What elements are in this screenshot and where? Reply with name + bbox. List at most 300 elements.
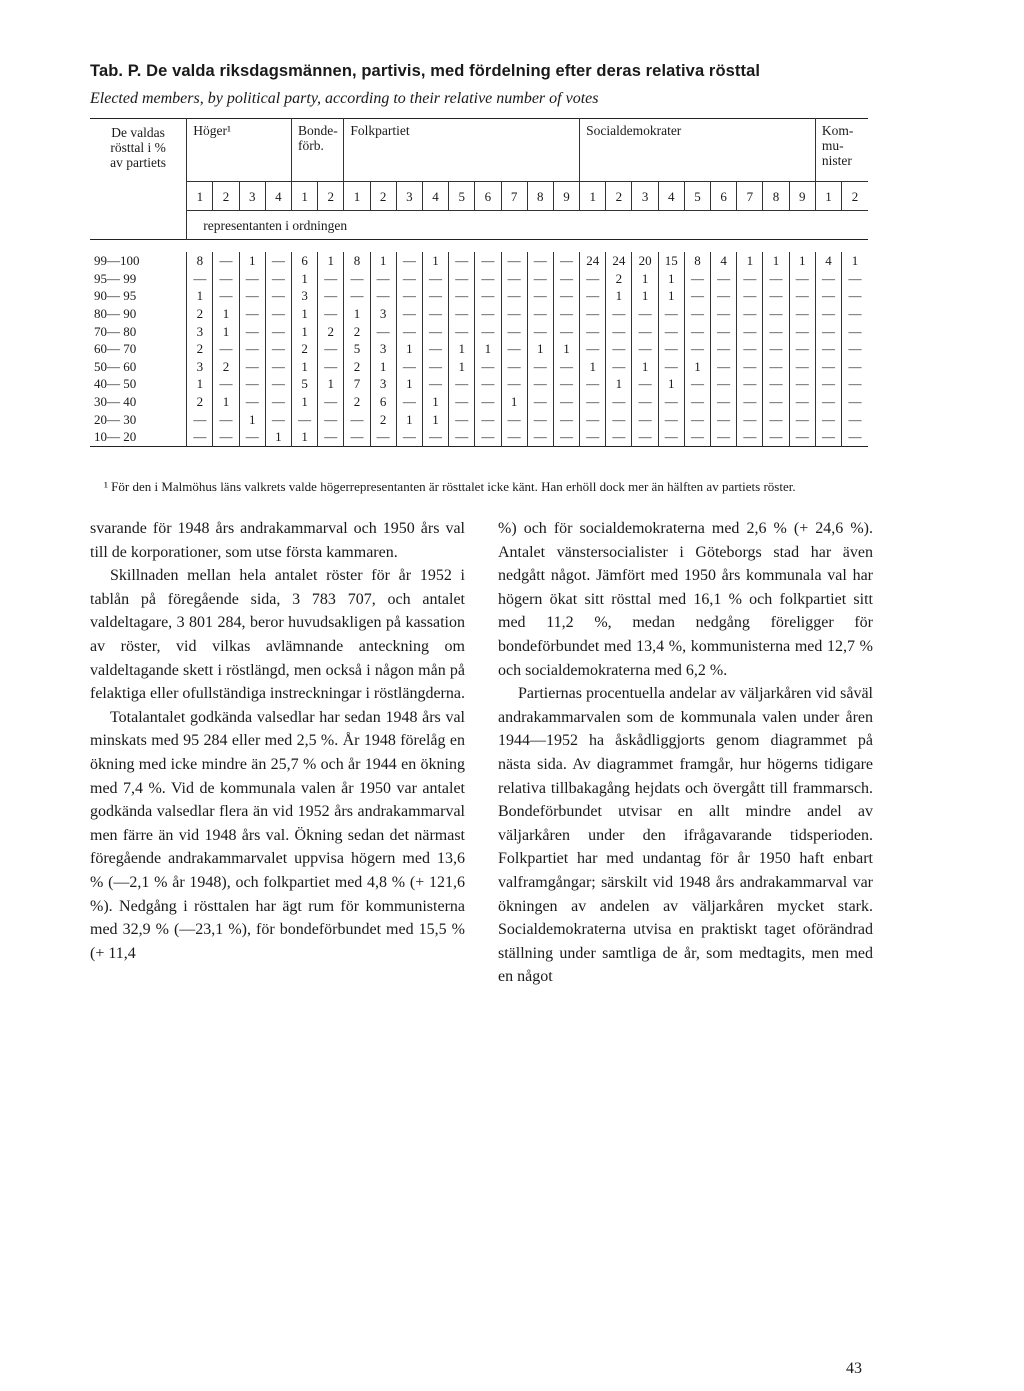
range-cell: 90— 95 <box>94 288 137 304</box>
value-cell: — <box>632 322 658 340</box>
value-cell: — <box>815 270 841 288</box>
paragraph: Partiernas procentuella andelar av väljarkåren vid såväl andrakammarvalen som de kommunala valen under åren 1944—1952 ha åskådliggjorts genom diagrammet på nästa sida. Av diagrammet framgår, hur högerns tidigare relativa tillbakagång hejdats och övergått till frammarsch. Bondeförbundet utvisar en allt mindre andel av väljarkåren under den ifrågavarande tidsperioden. Folkpartiet har med undantag för år 1950 haft enbart valframgångar; särskilt vid 1948 års andrakammarval var ökningen av andelen av väljarkåren mycket stark. Socialdemokraterna utvisa en praktiskt taget oförändrad ställning under samtliga de år, som medtagits, men med en något <box>498 685 873 986</box>
value-cell: 1 <box>449 340 475 358</box>
value-cell: — <box>318 428 344 446</box>
rank-number-cell: 3 <box>396 182 422 211</box>
paragraph: Skillnaden mellan hela antalet röster för år 1952 i tablån på föregående sida, 3 783 707, och antalet valdeltagare, 3 801 284, beror huvudsakligen på kassation av röster, vid vilkas avlämnande anteckning om valdeltagande skett i röstlängd, men också i någon mån på felaktiga eller ofullständiga instreckningar i röstlängderna. <box>90 567 465 703</box>
value-cell: 3 <box>187 358 213 376</box>
rank-number-cell: 1 <box>580 182 606 211</box>
footnote: ¹ För den i Malmöhus läns valkrets valde högerrepresentanten är rösttalet icke känt. Han erhöll dock mer än hälften av partiets röster. <box>104 479 796 494</box>
value-cell: — <box>187 270 213 288</box>
value-cell: — <box>527 287 553 305</box>
value-cell: — <box>684 322 710 340</box>
value-cell: — <box>422 428 448 446</box>
range-cell: 70— 80 <box>94 323 137 339</box>
group-hoger: Höger¹ <box>187 119 292 182</box>
value-cell: — <box>501 322 527 340</box>
value-cell: — <box>527 410 553 428</box>
spacer-cell <box>90 240 868 253</box>
value-cell: — <box>737 358 763 376</box>
rank-number-cell: 9 <box>789 182 815 211</box>
value-cell: — <box>711 393 737 411</box>
value-cell: — <box>239 358 265 376</box>
value-cell: — <box>684 340 710 358</box>
value-cell: — <box>632 393 658 411</box>
value-cell: 1 <box>239 410 265 428</box>
value-cell: — <box>265 305 291 323</box>
value-cell: 2 <box>318 322 344 340</box>
value-cell: — <box>658 322 684 340</box>
value-cell: — <box>475 410 501 428</box>
value-cell: — <box>658 410 684 428</box>
value-cell: 1 <box>658 375 684 393</box>
value-cell: — <box>580 428 606 446</box>
value-cell: — <box>187 410 213 428</box>
value-cell: — <box>815 322 841 340</box>
value-cell: 1 <box>292 393 318 411</box>
value-cell: — <box>789 393 815 411</box>
value-cell: — <box>842 287 868 305</box>
value-cell: — <box>789 428 815 446</box>
value-cell: 1 <box>370 252 396 270</box>
value-cell: — <box>213 340 239 358</box>
value-cell: 1 <box>213 393 239 411</box>
value-cell: — <box>527 322 553 340</box>
value-cell: — <box>711 358 737 376</box>
value-cell: — <box>396 393 422 411</box>
value-cell: 1 <box>658 287 684 305</box>
table-row <box>90 322 868 340</box>
value-cell: — <box>422 270 448 288</box>
value-cell: 1 <box>265 428 291 446</box>
group-kom-line: nister <box>821 153 852 168</box>
range-cell: 95— 99 <box>94 270 137 286</box>
value-cell: — <box>606 428 632 446</box>
value-cell: — <box>658 340 684 358</box>
value-cell: — <box>553 393 579 411</box>
value-cell: — <box>842 410 868 428</box>
value-cell: 1 <box>213 305 239 323</box>
stub-header-line: rösttal i % <box>110 140 166 155</box>
value-cell: — <box>842 340 868 358</box>
value-cell: 1 <box>292 428 318 446</box>
value-cell: — <box>527 270 553 288</box>
paragraph: %) och för socialdemokraterna med 2,6 % (+ 24,6 %). Antalet vänstersocialister i Göteborgs stad har även nedgått något. Jämfört med 1950 års kommunala val har högern ökat sitt rösttal med 16,1 % och folkpartiet sitt med 11,2 %, medan nedgång föreligger för bondeförbundet med 13,4 %, kommunisterna med 12,7 % och socialdemokraterna med 6,2 %. <box>498 520 873 679</box>
value-cell: — <box>265 375 291 393</box>
value-cell: — <box>580 410 606 428</box>
value-cell: — <box>580 340 606 358</box>
value-cell: — <box>396 252 422 270</box>
value-cell: — <box>737 375 763 393</box>
value-cell: 1 <box>632 270 658 288</box>
value-cell: — <box>580 270 606 288</box>
rank-number-cell: 1 <box>344 182 370 211</box>
value-cell: — <box>711 322 737 340</box>
value-cell: — <box>763 428 789 446</box>
value-cell: — <box>527 375 553 393</box>
value-cell: — <box>265 410 291 428</box>
value-cell: — <box>475 393 501 411</box>
value-cell: — <box>213 252 239 270</box>
value-cell: 8 <box>344 252 370 270</box>
value-cell: — <box>815 287 841 305</box>
value-cell: — <box>318 287 344 305</box>
rank-number-cell: 4 <box>422 182 448 211</box>
value-cell: — <box>449 428 475 446</box>
value-cell: 4 <box>815 252 841 270</box>
value-cell: — <box>553 322 579 340</box>
value-cell: — <box>632 340 658 358</box>
value-cell: — <box>422 358 448 376</box>
value-cell: — <box>422 340 448 358</box>
value-cell: 1 <box>606 375 632 393</box>
rank-number-cell: 2 <box>842 182 868 211</box>
rank-number-cell: 4 <box>658 182 684 211</box>
value-cell: — <box>580 375 606 393</box>
range-cell: 60— 70 <box>94 341 137 357</box>
value-cell: 2 <box>344 322 370 340</box>
value-cell: 1 <box>737 252 763 270</box>
value-cell: 2 <box>370 410 396 428</box>
value-cell: — <box>422 375 448 393</box>
value-cell: — <box>711 305 737 323</box>
value-cell: — <box>711 287 737 305</box>
value-cell: — <box>449 375 475 393</box>
value-cell: — <box>318 340 344 358</box>
value-cell: — <box>684 428 710 446</box>
value-cell: 1 <box>842 252 868 270</box>
value-cell: 20 <box>632 252 658 270</box>
group-folkpartiet: Folkpartiet <box>344 119 580 182</box>
value-cell: — <box>684 410 710 428</box>
value-cell: 1 <box>475 340 501 358</box>
value-cell: 4 <box>711 252 737 270</box>
paragraph: svarande för 1948 års andrakammarval och 1950 års val till de korporationer, som utse första kammaren. <box>90 520 465 561</box>
value-cell: — <box>553 305 579 323</box>
value-cell: — <box>684 287 710 305</box>
value-cell: — <box>370 428 396 446</box>
value-cell: 1 <box>632 287 658 305</box>
rank-number-cell: 2 <box>213 182 239 211</box>
rank-number-cell: 5 <box>449 182 475 211</box>
value-cell: — <box>842 375 868 393</box>
value-cell: — <box>815 358 841 376</box>
range-cell: 40— 50 <box>94 376 137 392</box>
value-cell: 24 <box>606 252 632 270</box>
stub-header-line: av partiets <box>110 155 167 170</box>
value-cell: — <box>737 428 763 446</box>
value-cell: — <box>711 375 737 393</box>
value-cell: — <box>763 393 789 411</box>
value-cell: — <box>422 287 448 305</box>
value-cell: 3 <box>292 287 318 305</box>
value-cell: 7 <box>344 375 370 393</box>
value-cell: 3 <box>370 305 396 323</box>
value-cell: 3 <box>370 340 396 358</box>
value-cell: — <box>763 340 789 358</box>
value-cell: — <box>711 410 737 428</box>
value-cell: — <box>606 305 632 323</box>
rank-number-cell: 9 <box>553 182 579 211</box>
value-cell: — <box>815 305 841 323</box>
value-cell: — <box>737 340 763 358</box>
value-cell: — <box>632 410 658 428</box>
range-cell: 80— 90 <box>94 306 137 322</box>
value-cell: — <box>789 340 815 358</box>
group-header-row <box>90 119 868 182</box>
value-cell: — <box>501 428 527 446</box>
value-cell: — <box>632 375 658 393</box>
value-cell: 2 <box>213 358 239 376</box>
value-cell: 1 <box>396 375 422 393</box>
value-cell: 2 <box>606 270 632 288</box>
rank-number-cell: 2 <box>318 182 344 211</box>
value-cell: 1 <box>396 340 422 358</box>
rank-number-cell: 3 <box>239 182 265 211</box>
value-cell: — <box>501 252 527 270</box>
value-cell: 1 <box>606 287 632 305</box>
stats-table <box>90 118 868 447</box>
rank-number-row <box>90 182 868 211</box>
value-cell: — <box>684 270 710 288</box>
stats-table-wrapper <box>90 118 868 447</box>
value-cell: — <box>449 270 475 288</box>
value-cell: 1 <box>239 252 265 270</box>
table-row <box>90 305 868 323</box>
value-cell: — <box>265 358 291 376</box>
value-cell: — <box>396 270 422 288</box>
value-cell: — <box>737 322 763 340</box>
table-row <box>90 252 868 270</box>
value-cell: — <box>527 428 553 446</box>
value-cell: — <box>239 287 265 305</box>
value-cell: — <box>370 322 396 340</box>
value-cell: — <box>265 252 291 270</box>
value-cell: — <box>684 375 710 393</box>
value-cell: 1 <box>292 305 318 323</box>
value-cell: — <box>763 322 789 340</box>
value-cell: — <box>265 322 291 340</box>
value-cell: 1 <box>763 252 789 270</box>
value-cell: — <box>318 305 344 323</box>
value-cell: — <box>553 270 579 288</box>
value-cell: — <box>553 410 579 428</box>
value-cell: 1 <box>789 252 815 270</box>
value-cell: — <box>449 410 475 428</box>
range-cell: 50— 60 <box>94 358 137 374</box>
value-cell: — <box>658 393 684 411</box>
value-cell: — <box>501 305 527 323</box>
value-cell: — <box>763 375 789 393</box>
value-cell: 1 <box>501 393 527 411</box>
value-cell: — <box>553 428 579 446</box>
group-kom-line: mu- <box>821 138 844 153</box>
rank-number-cell: 1 <box>815 182 841 211</box>
value-cell: — <box>265 270 291 288</box>
value-cell: — <box>292 410 318 428</box>
value-cell: — <box>475 358 501 376</box>
value-cell: — <box>553 252 579 270</box>
value-cell: — <box>213 270 239 288</box>
value-cell: — <box>239 270 265 288</box>
value-cell: — <box>396 322 422 340</box>
group-kommunister <box>815 119 868 182</box>
value-cell: 2 <box>187 393 213 411</box>
table-row <box>90 375 868 393</box>
value-cell: 8 <box>684 252 710 270</box>
range-cell: 30— 40 <box>94 394 137 410</box>
value-cell: 6 <box>370 393 396 411</box>
value-cell: — <box>815 428 841 446</box>
value-cell: — <box>737 287 763 305</box>
value-cell: — <box>475 428 501 446</box>
rank-number-cell: 6 <box>475 182 501 211</box>
right-text-column <box>498 517 873 989</box>
page-number: 43 <box>846 1360 862 1377</box>
rank-number-cell: 5 <box>684 182 710 211</box>
value-cell: — <box>265 393 291 411</box>
value-cell: 1 <box>449 358 475 376</box>
value-cell: — <box>789 270 815 288</box>
value-cell: — <box>239 393 265 411</box>
value-cell: — <box>842 393 868 411</box>
value-cell: — <box>789 305 815 323</box>
table-row <box>90 340 868 358</box>
value-cell: — <box>789 375 815 393</box>
rank-number-cell: 8 <box>763 182 789 211</box>
value-cell: 5 <box>344 340 370 358</box>
value-cell: — <box>344 410 370 428</box>
rank-number-cell: 3 <box>632 182 658 211</box>
value-cell: 1 <box>632 358 658 376</box>
value-cell: 3 <box>370 375 396 393</box>
table-title: Tab. P. De valda riksdagsmännen, partivis, med fördelning efter deras relativa rösttal <box>90 62 761 80</box>
rank-number-cell: 1 <box>292 182 318 211</box>
rank-number-cell: 7 <box>501 182 527 211</box>
group-bonde-line: Bonde- <box>298 123 338 138</box>
range-cell: 20— 30 <box>94 411 137 427</box>
value-cell: — <box>187 428 213 446</box>
value-cell: — <box>580 322 606 340</box>
value-cell: — <box>501 358 527 376</box>
rank-number-cell: 2 <box>370 182 396 211</box>
value-cell: — <box>527 305 553 323</box>
value-cell: — <box>632 305 658 323</box>
value-cell: 5 <box>292 375 318 393</box>
value-cell: — <box>789 358 815 376</box>
value-cell: 15 <box>658 252 684 270</box>
value-cell: — <box>318 358 344 376</box>
rank-number-cell: 6 <box>711 182 737 211</box>
range-cell: 10— 20 <box>94 429 137 445</box>
value-cell: — <box>213 428 239 446</box>
value-cell: 1 <box>422 410 448 428</box>
group-bonde-line: förb. <box>298 138 324 153</box>
value-cell: 1 <box>292 322 318 340</box>
value-cell: — <box>737 393 763 411</box>
value-cell: — <box>606 393 632 411</box>
value-cell: — <box>606 410 632 428</box>
value-cell: — <box>527 252 553 270</box>
value-cell: — <box>684 393 710 411</box>
value-cell: — <box>475 270 501 288</box>
value-cell: 1 <box>318 375 344 393</box>
value-cell: — <box>606 340 632 358</box>
range-cell: 99—100 <box>94 253 140 269</box>
value-cell: — <box>763 305 789 323</box>
rank-number-cell: 1 <box>187 182 213 211</box>
value-cell: — <box>553 375 579 393</box>
value-cell: 1 <box>318 252 344 270</box>
value-cell: 1 <box>187 287 213 305</box>
value-cell: 2 <box>344 393 370 411</box>
value-cell: — <box>501 375 527 393</box>
rank-number-cell: 8 <box>527 182 553 211</box>
value-cell: 1 <box>370 358 396 376</box>
value-cell: — <box>422 322 448 340</box>
value-cell: — <box>842 270 868 288</box>
rank-label: representanten i ordningen <box>187 211 868 240</box>
value-cell: 3 <box>187 322 213 340</box>
left-text-column <box>90 517 465 965</box>
value-cell: — <box>711 428 737 446</box>
spacer-row <box>90 240 868 253</box>
value-cell: — <box>789 322 815 340</box>
group-socialdemokrater: Socialdemokrater <box>580 119 816 182</box>
value-cell: — <box>449 305 475 323</box>
value-cell: 1 <box>422 393 448 411</box>
value-cell: — <box>475 287 501 305</box>
value-cell: — <box>527 358 553 376</box>
value-cell: 1 <box>213 322 239 340</box>
value-cell: 2 <box>187 340 213 358</box>
value-cell: — <box>606 322 632 340</box>
value-cell: — <box>213 375 239 393</box>
value-cell: — <box>737 410 763 428</box>
group-kom-line: Kom- <box>821 123 854 138</box>
value-cell: 1 <box>292 270 318 288</box>
value-cell: — <box>422 305 448 323</box>
value-cell: — <box>842 305 868 323</box>
value-cell: — <box>815 393 841 411</box>
value-cell: — <box>370 270 396 288</box>
value-cell: — <box>396 287 422 305</box>
rank-number-cell: 7 <box>737 182 763 211</box>
value-cell: — <box>501 410 527 428</box>
value-cell: — <box>213 410 239 428</box>
table-row <box>90 270 868 288</box>
stub-header-line: De valdas <box>111 125 165 140</box>
value-cell: — <box>475 252 501 270</box>
value-cell: — <box>475 322 501 340</box>
value-cell: — <box>632 428 658 446</box>
value-cell: — <box>344 428 370 446</box>
value-cell: — <box>501 340 527 358</box>
value-cell: — <box>475 375 501 393</box>
value-cell: — <box>580 287 606 305</box>
value-cell: 1 <box>658 270 684 288</box>
value-cell: — <box>580 305 606 323</box>
value-cell: — <box>213 287 239 305</box>
value-cell: — <box>580 393 606 411</box>
value-cell: — <box>789 287 815 305</box>
table-row <box>90 410 868 428</box>
value-cell: 1 <box>553 340 579 358</box>
value-cell: — <box>239 375 265 393</box>
rank-label-row <box>90 211 868 240</box>
table-row <box>90 358 868 376</box>
value-cell: — <box>344 287 370 305</box>
